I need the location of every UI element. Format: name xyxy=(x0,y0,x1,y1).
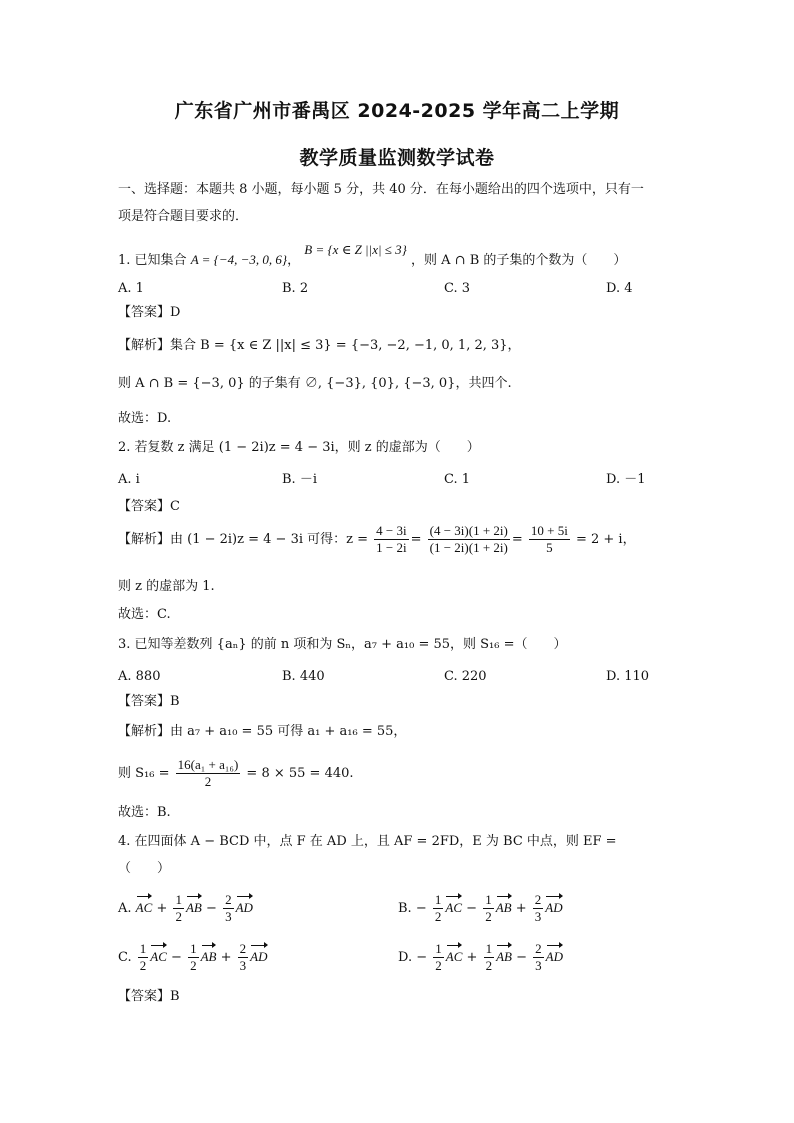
question-4-stem: 4. 在四面体 A − BCD 中，点 F 在 AD 上，且 AF = 2FD，E 为 BC 中点，则 EF = xyxy=(118,834,617,849)
q1-option-c: C. 3 xyxy=(444,281,471,296)
q4-option-b: B. − $\frac{1}{2}$ AC − $\frac{1}{2}$ AB + $\frac{2}{3}$ AD xyxy=(398,892,563,924)
q1-option-d: D. 4 xyxy=(606,281,633,296)
q2-option-d: D. －1 xyxy=(606,472,646,487)
section-instructions-line1: 一、选择题：本题共 8 小题，每小题 5 分，共 40 分．在每小题给出的四个选项中，只有一 xyxy=(118,182,644,197)
q2-option-c: C. 1 xyxy=(444,472,471,487)
q2-answer: 【答案】C xyxy=(118,499,180,514)
question-2-stem: 2. 若复数 z 满足 (1 − 2i)z = 4 − 3i，则 z 的虚部为（ ） xyxy=(118,440,480,455)
q3-option-d: D. 110 xyxy=(606,669,650,684)
q1-option-b: B. 2 xyxy=(282,281,309,296)
question-3-stem: 3. 已知等差数列 {aₙ} 的前 n 项和为 Sₙ，a₇ + a₁₀ = 55，则 S₁₆ =（ ） xyxy=(118,637,567,652)
q2-option-a: A. i xyxy=(118,472,140,487)
q1-solution-line2: 则 A ∩ B = {−3, 0} 的子集有 ∅, {−3}, {0}, {−3, 0}，共四个. xyxy=(118,376,512,391)
q3-option-a: A. 880 xyxy=(118,669,161,684)
q3-option-c: C. 220 xyxy=(444,669,487,684)
q3-option-b: B. 440 xyxy=(282,669,325,684)
q1-choice: 故选：D. xyxy=(118,411,172,426)
question-1-stem: 1. 已知集合 A = {−4, −3, 0, 6}， B = {x ∈ Z ||x| ≤ 3} ，则 A ∩ B 的子集的个数为（ ） xyxy=(118,242,627,268)
q1-solution-line1: 【解析】集合 B = {x ∈ Z ||x| ≤ 3} = {−3, −2, −1, 0, 1, 2, 3}， xyxy=(118,338,521,353)
q2-solution-line1: 【解析】由 (1 − 2i)z = 4 − 3i 可得：z = $\frac{4 - 3i}{1 - 2i}$ = $\frac{(4 - 3i)(1 + 2i)}{(1 - 2i)(1 + 2i)}$ = $\frac{10 + 5i}{5}$ = 2 + i， xyxy=(118,523,636,555)
q3-fraction: $\frac{\text{16(a₁ + a₁₆)}}{2}$ xyxy=(177,757,239,789)
q4-option-d: D. − $\frac{1}{2}$ AC + $\frac{1}{2}$ AB − $\frac{2}{3}$ AD xyxy=(398,941,564,973)
page-subtitle: 教学质量监测数学试卷 xyxy=(299,147,495,169)
q2-option-b: B. －i xyxy=(282,472,317,487)
q1-option-a: A. 1 xyxy=(118,281,144,296)
q4-option-a: A. AC + $\frac{1}{2}$ AB − $\frac{2}{3}$ AD xyxy=(118,892,253,924)
q2-solution-line2: 则 z 的虚部为 1. xyxy=(118,579,215,594)
q2-fraction-2: $\frac{(4 - 3i)(1 + 2i)}{(1 - 2i)(1 + 2i)}$ xyxy=(429,523,508,555)
q1-answer: 【答案】D xyxy=(118,305,181,320)
q4-answer: 【答案】B xyxy=(118,989,180,1004)
q3-answer: 【答案】B xyxy=(118,694,180,709)
q3-solution-line1: 【解析】由 a₇ + a₁₀ = 55 可得 a₁ + a₁₆ = 55， xyxy=(118,724,407,739)
q3-solution-line2: 则 S₁₆ = $\frac{\text{16(a₁ + a₁₆)}}{2}$ = 8 × 55 = 440. xyxy=(118,757,354,789)
q2-fraction-1: $\frac{4 - 3i}{1 - 2i}$ xyxy=(376,523,407,555)
page-title: 广东省广州市番禺区 2024-2025 学年高二上学期 xyxy=(174,100,620,122)
q2-fraction-3: $\frac{10 + 5i}{5}$ xyxy=(530,523,568,555)
section-instructions-line2: 项是符合题目要求的． xyxy=(118,209,249,224)
question-4-paren: （ ） xyxy=(118,861,171,876)
q4-option-c: C. $\frac{1}{2}$ AC − $\frac{1}{2}$ AB + $\frac{2}{3}$ AD xyxy=(118,941,268,973)
q2-choice: 故选：C. xyxy=(118,607,171,622)
q3-choice: 故选：B. xyxy=(118,805,171,820)
